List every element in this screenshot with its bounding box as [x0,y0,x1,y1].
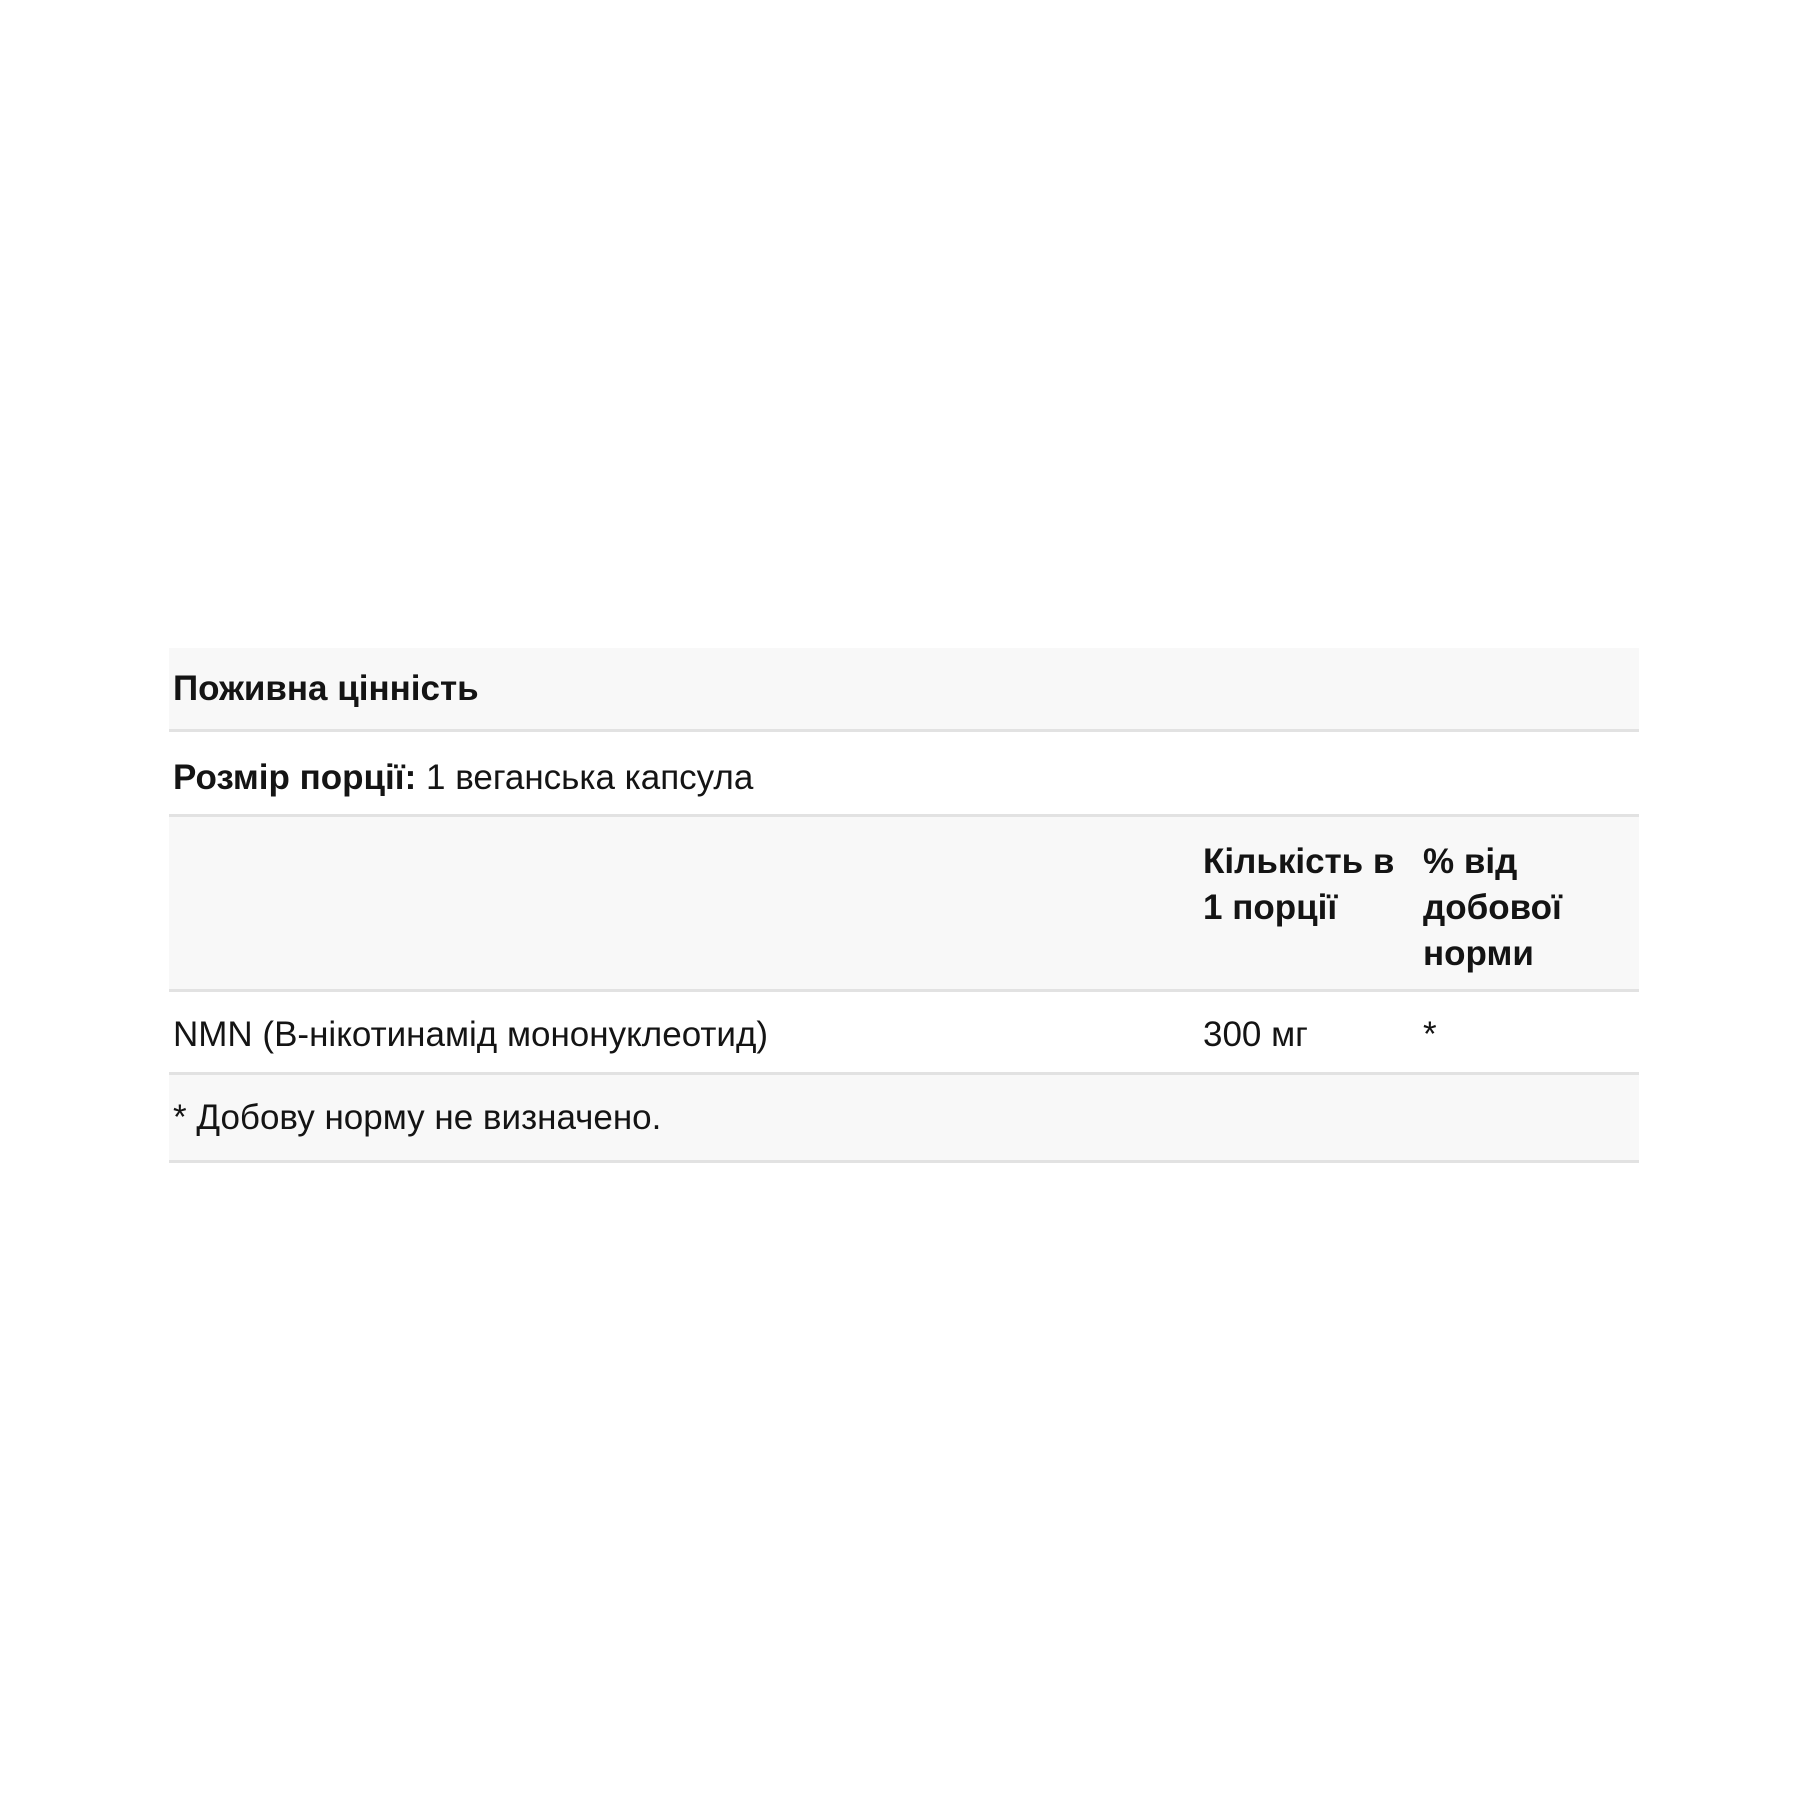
serving-size-row [169,732,1639,817]
column-headers-row [169,817,1639,992]
nutrition-facts-table [169,648,1639,1163]
footnote-text: * Добову норму не визначено. [173,1098,662,1137]
footnote-row [169,1075,1639,1163]
table-title-row [169,648,1639,732]
serving-size-value: 1 веганська капсула [426,758,754,797]
ingredient-daily-value: * [1423,1015,1437,1054]
ingredient-amount: 300 мг [1203,1015,1308,1054]
ingredient-name: NMN (В-нікотинамід мононуклеотид) [173,1015,769,1054]
serving-size-label: Розмір порції: [173,758,417,797]
column-header-product [169,839,1199,977]
table-title: Поживна цінність [173,669,479,708]
table-row [169,992,1639,1075]
column-header-percent-daily-value: % від добової норми [1423,842,1562,973]
column-header-amount-per-serving: Кількість в 1 порції [1203,842,1395,927]
